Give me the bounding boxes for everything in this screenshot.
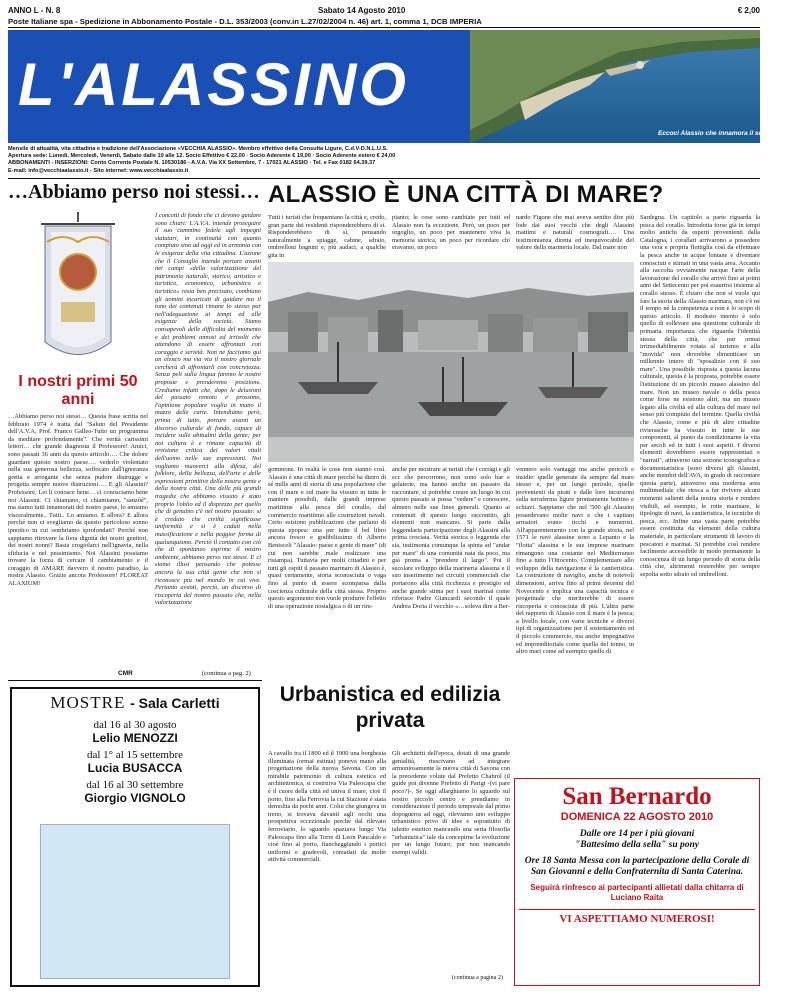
san-bernardo-line-1: Dalle ore 14 per i più giovani (579, 829, 695, 839)
urbanistica-continue: (continua a pagina 2) (452, 975, 503, 981)
main-col-3: nardo Figone che mai aveva sentito dire più lode dai suoi vecchi che degli Alassini mattimi e naturali cosmografi…. Una testimonianza diretta ed inequivocabile del valore della marineria locale. Dal mare non (516, 214, 634, 252)
processional-banner-icon (33, 212, 123, 367)
san-bernardo-line-5: VI ASPETTIAMO NUMEROSI! (519, 909, 755, 925)
mostre-subtitle: - Sala Carletti (130, 695, 220, 711)
mostre-artist-1: Lelio MENOZZI (92, 731, 178, 745)
mostre-title: MOSTRE (50, 693, 126, 712)
san-bernardo-box (514, 778, 760, 986)
san-bernardo-line-4: Seguirà rinfresco ai partecipanti allietati dalla chitarra di Luciano Raita (530, 883, 744, 902)
san-bernardo-line-2: "Battesimo della sella" su pony (574, 840, 700, 850)
left-signature: CMR (118, 670, 133, 677)
postal-line: Poste Italiane spa - Spedizione in Abbonamento Postale - D.L. 353/2003 (conv.in L.27/02/2004 n. 46) art. 1, comma 1, DCB IMPERIA (8, 17, 482, 26)
mostre-date-1: dal 16 al 30 agosto (93, 719, 177, 731)
mostre-date-3: dal 16 al 30 settembre (86, 779, 184, 791)
urbanistica-headline: Urbanistica ed edilizia privata (279, 683, 501, 732)
left-continue: (continua a pag. 2) (202, 670, 251, 677)
mostre-date-2: dal 1° al 15 settembre (86, 749, 184, 761)
left-article-body: …Abbiamo perso noi stessi… Questa frase scritta nel febbraio 1974 è tratta dal "Saluto del Presidente dell'A.V.A, Prof. Franco Galleo-Tutto un programma da meditare profondamente". Che verità carissimi lettori… che grande diagnosta il Professore! Amici, sono passati 36 anni da questo articolo…. Che dolore guardare questo nostro paese…. vederlo violentato nella sua generosa bellezza, soffocato dall'ignoranza gretta e arrogante che senza pudore distrugge e progetta sempre nuove distruzioni…. E gli Alassini? Professore, Lei li conosce bene… ci conosciamo bene noi Alassini. Ci chiamano, ci chiamiamo, "sanzôê", ma siamo tutti innamorati del nostro paese, lo amiamo visceralmente.. Tutti.. Lo amiamo. E allora? E allora perché non ci svegliamo da questo pericoloso sonno ipnotico in cui sembriamo sprofondati? Perché non sappiamo ritrovare la fiera dignità dei nostri genitori, dei nostri nonni? Basta crogiolarci nell'ignavia, nella sfiducia e nel pessimismo. Noi Alassini possiamo trovare la forza di cercare il cambiamento e il coraggio di AMARE davvero il nostro paradiso, la nostra Alassio. Grazie ancora Professore! FLOREAT ALAXIUM! (8, 413, 148, 588)
alassio-coast-photo (470, 30, 760, 143)
left-article-col2: I concetti di fondo che ci devono guidare sono chiari: L'A.V.A. intende proseguire il suo cammino fedele agli impegni statutari, in continuità con quanto compiuto sino ad oggi ed in armonia con le esigenze della vita cittadina. L'azione che il Consiglio intende portare avanti nei campi «della valorizzazione del patrimonio naturale, storico, artistico e turistico, economico, urbanistico e turistico» resta ben precisato, combiano gli uomini incaricati di guidare ma il tono dei contenuti rimane lo stesso pur nell'adeguazione ai tempi ed alle esigenze della società. Siamo consapevoli delle difficoltà del momento e dei problemi annosi ed irrisolti che attendono di essere affrontati con coraggio e serietà. Non ne facciamo qui un elenco ma via via il nostro giornale cercherà di affrontarli con concretezza. Senza peli sulla lingua faremo le nostre proposte e prenderemo posizione. Crediamo infatti che, dopo le delusioni del passato remoto e prossimo, l'opinione popolare voglia in mano il mazzo delle carte. Intendiamo però, prima di tutto, portare avanti un discorso culturale di fondo, capace di incidere sulle abitudini della gente; per noi cultura è e rimane capacità di revisione critica dei valori vitali dell'uomo nelle sue espressioni. Noi vogliamo muoverci alla difesa, del folklore, della bellezza, dell'arte e delle espressioni primitive della nostra gente e della nostra città. Una delle più grandi tragedie che abbiamo vissuto è stato proprio l'oblio ed il disprezzo per quello che di genuino c'è nel nostro passato: si è creduto che civiltà significasse uniformità e si è caduti nella massificazione e nella peggior forma di qualunquismo. Perciò il contatto con ciò che di spontaneo esprime il nostro ambiente, abbiamo perso noi stessi. E ci siamo illusi pensando che potesse ancora la sua città gente che non si riconosce più nel mondo in cui vive. Pertanto avanti, perciò, un discorso di riscoperta del nostro passato che, nella valorizzazione (155, 212, 261, 607)
info-line-4: E-mail: info@vecchiaalassio.it - Sito internet: www.vecchiaalassio.it (8, 167, 189, 174)
main-col-2: pianto; le cose sono cambiate per tutti ed Alassio non fa eccezione. Però, un poco per orgoglio, un poco per mantenere viva la memoria storica, un poco per ricordare chi eravamo, un poco (392, 214, 510, 252)
issue-price: € 2,00 (737, 6, 760, 15)
info-line-2: Apertura sede: Lunedì, Mercoledì, Venerdì, Sabato dalle 10 alle 12. Socio Effettivo € 22,00 · Socio Aderente € 19,00 · Socio Aderente estero € 24,00 (8, 153, 396, 160)
san-bernardo-date: DOMENICA 22 AGOSTO 2010 (560, 811, 714, 823)
masthead-banner (8, 30, 796, 143)
info-line-1: Mensile di attualità, vita cittadina e tradizione dell'Associazione «VECCHIA ALASSIO». Membro effettivo della Consulta Ligure, C.d.V-D.N.L.U.S. (8, 146, 388, 152)
urbanistica-col-1: A cavallo tra il 1800 ed il 1900 una borghesia illuminata (ormai estinta) poneva mano alla progettazione della nuova Savona. Con un mirabile patrimonio di cultura estetica ed architettonica, si costruiva Via Paleocapa che è il cuore della città ed univa il mare, cioè il porto, fino alla Ferrovia la cui Stazione è stata demolita da pochi anni. Colui che giungeva in treno, si trovava davanti agli occhi una prospettiva eccezionale perché dal rilevato ferroviario, lo sguardo spaziava lungo Via Paleocapa fino alla Torre di Leon Pancaldo e cioè fino al porto, fiancheggiando i portici uniformi e gradevoli, coreadati da molte attività commerciali. (268, 750, 387, 864)
photo-caption: Eccoci Alassio che innamora il sole (658, 130, 768, 137)
main-col-1-lower: gommone. In realtà le cose non stanno così. Alassio è una città di mare perché ha dietro di sé mille anni di storia di una popolazione che con il mare e sul mare ha vissuto in tutte le maniere possibili, dalle grandi imprese marittime alla pesca del corallo, dal commercio marittimo alle costruzioni navali. Certo esistono pubblicazioni che parlano di questa epopea: una per tutte il bel libro ancora fresco e godibilissimo di Alberto Benisceli "Alassio: paese e gente di mare" (di cui non sarebbe male realizzare una ristampa). Tuttavia per molti cittadini e per tutti gli ospiti il passato marinaro di Alassio è, quasi certamente, storia sconosciuta o vaga fino al punto di essere scomparsa dalla coscienza culturale della città stessa. Proprio questo argomento non vuole produrre l'effetto di una operazione nostalgica o di un rim- (268, 466, 386, 610)
left-headline: …Abbiamo perso noi stessi… (8, 181, 260, 203)
urbanistica-col-2: Gli architetti dell'epoca, dotati di una grande genialità, riuscivano ad integrare armoniosamente la nuova città di Savona con la precedente volute dal Prefetto Chabrol (il guide poi divenne Prefetto di Parigi -(vi pare poco?)-. Se oggi allarghiamo lo sguardo sul nostro piccolo centro e prendiamo in considerazione il periodo temporale dal primo dopoguerra ad oggi, rileviamo uno sviluppo urbanistico privo di idee e soprattutto di talento estetico mancando una seria filosofia "urbanistica" tale da concepirne la evoluzione per un lungo futuro, pur non mancando esempi validi. (392, 750, 511, 856)
left-article (8, 212, 148, 677)
san-bernardo-title: San Bernardo (562, 783, 712, 810)
left-kicker: I nostri primi 50 anni (18, 373, 138, 408)
issue-date: Sabato 14 Agosto 2010 (318, 6, 406, 15)
mostre-artist-2: Lucia BUSACCA (87, 761, 183, 775)
san-bernardo-line-3: Ore 18 Santa Messa con la partecipazione della Corale di San Giovanni e della Confraternita di Santa Caterina. (524, 856, 750, 877)
main-col-3-lower: vennero solo vantaggi ma anche pericoli e insidie: quelle generate da sempre dal mare stesso e, per un lungo periodo, quelle provenienti da pirati e dalle loro incursioni sulla terraferma ligure prontamente bottino e schiavi. Sappiamo che nel '500 gli Alassini possedevano molte navi e che i capitani armatori erano ricchi e numerosi. All'apparentemento con la grande storia, nel 1571 le navi alassine sono a Lepanto e la "flotta" alassina e le sue imprese marinare rimangono una costante nel Mediterraneo fino a tutto l'Ottocento. Complementare allo sviluppo della navigazione è la cantieristica. La costruzione di naviglio, anche di notevoli dimensioni, arriva fino al primi decenni del Novecento e implica una capacità tecnica e progettuale che meriterebbe di essere riscoperta e conosciuta di più. L'altra parte del rapporto di Alassio con il mare è la pesca; a livello locale, con varie tecniche e diversi tipi di organizzazione per il sostentamento ed il piccolo commercio, ma anche impegnativa ed imprenditoriale come quella del tonno, in altro mari come ad esempio quello di (516, 466, 634, 656)
info-line-3: ABBONAMENTI - INSERZIONI: Conto Corrente Postale N. 10530186 - A.V.A. Via XX Settembre, 7 - 17021 ALASSIO · Tel. e Fax 0182 64.39.37 (8, 160, 376, 167)
main-col-1: Tutti i turisti che frequentano la città e, credo, gran parte dei residenti risponderebbero di sì. Risponderebbero di sì, pensando naturalmente a spiagge, cabine, sdraio, ombrelloni bagnini e, più audaci, a qualche gita in (268, 214, 386, 259)
mostre-artist-3: Giorgio VIGNOLO (84, 791, 186, 805)
main-headline: ALASSIO È UNA CITTÀ DI MARE? (268, 181, 664, 208)
harbor-photo (268, 262, 634, 462)
issue-number: ANNO L - N. 8 (8, 6, 61, 15)
mostre-box (10, 687, 260, 987)
newspaper-title: L'ALASSINO (18, 51, 409, 118)
main-col-4: Sardegna. Un capitolo a parte riguarda la pesca del corallo. Introdotta forse già in tempi molto antichi da esperti provenienti dalla Catalogna, i corallari arrivarono a possedere una vera e propria flottiglia così da effettuare la pesca anche in acque lontane e diventare conosciuti e stimati in una vasta area. Accanto alla raccolta ovviamente nacque l'arte della lavorazione del corallo che arrivò fino ai primi anni del Settecento per poi esaurirsi insieme al corallo stesso. È chiaro che non si vuole qui fare la storia della Alassio marinara, non c'è né il tempo né la competenza e non è lo scopo di questo articolo. Il modesto intento è solo quello di sollevare una questione culturale di primaria importanza che riguarda l'identità stessa della città, che pur ormai irrimediabilmente votata al turismo e alla "movida" non dovrebbe dimenticare un millennio intero di "sposalizio con il suo mare". Una possibile risposta a questa lacuna culturale, questa è la proposta, potrebbe essere l'istituzione di un piccolo museo alassino del mare. Non un museo navale o della pesca come forse ne esistono altri, ma un museo legato alla civiltà ed alla cultura del mare nel senso più compiuto del termine. Quella civiltà che Alassio, come e più di altre cittadine rivierasche ha vissuto in tutte le sue componenti, al punto da condizionarne la vita per secoli ed in tutti i suoi aspetti. I diversi elementi dovrebbero essere rappresentati e "narrati", attraverso una sezione iconografica e documentaristica (sono diversi gli Alassini, anche membri dell'AVA, in grado di raccontare questa parte), attraverso una moderna area multimediale che riesca a far rivivere alcuni momenti salienti della nostra storia e rendere visibili, ad esempio, le rotte marinare, le tipologie di navi, la cantieristica, le tecniche di pesca, ecc. Infine una vasta parte potrebbe essere costituita da elementi della cultura materiale, in particolare strumenti di lavoro di pescatori e marinai. Si potrebbe così rendere facilmente accessibile in modo permanente la conoscenza di un lungo periodo di storia della città che, altrimenti resterebbe per sempre sepolta sotto sdraio ed ombrelloni. (640, 214, 760, 578)
photo-credit: (A. Gras) (769, 130, 796, 137)
main-col-2-lower: anche per mostrare ai turisti che i corragi e gli ecc che percorrono, non sono solo bar e gelaterie, ma hanno anche un passato da raccontare, si potrebbe creare un luogo in cui questo passato si possa "vedere" e conoscere, almeno nelle sue linee generali. Quanto ai contenuti di questo luogo raccontito, gli elementi non mancano. Si parte dalla leggendaria partecipazione degli Alassini alla prima crociata. Verità storica o leggenda che sia, testimonia comunque la spinta ad "andar per mare" di una comunità nata da poco, ma già pronta a "prendere il largo". Poi il secolare sviluppo della marineria alassina e il suo inserimento nei circuiti commerciali che portarono alla città ricchezza e prestigio ed anche grande stima per i suoi marinai come riferisce Padre Giancardi secondo il quale Andrea Doria il vecchio «…soleva dire a Ber- (392, 466, 510, 610)
